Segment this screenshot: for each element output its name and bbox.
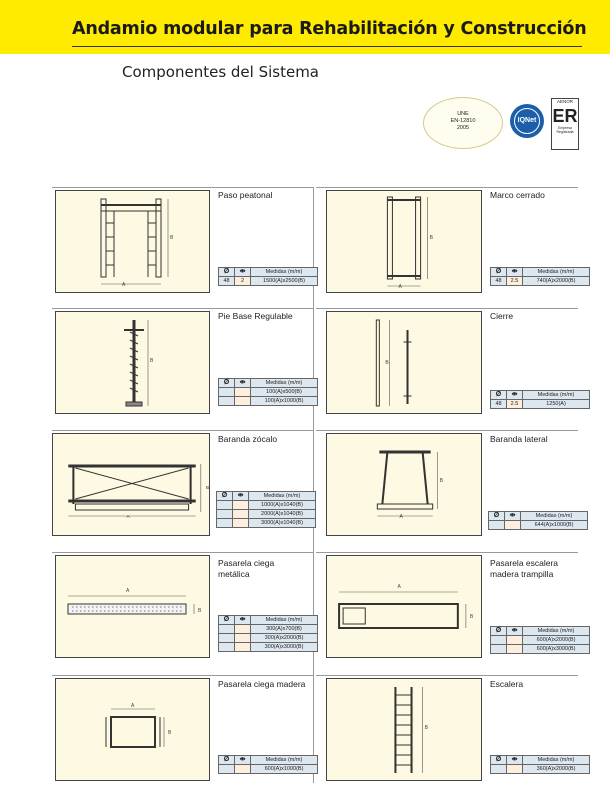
specification-table	[490, 267, 590, 286]
table-row	[489, 521, 588, 530]
medidas-cell: 1000(A)x1040(B)	[249, 501, 316, 510]
medidas-cell: 2000(A)x1040(B)	[249, 510, 316, 519]
thickness-cell	[235, 625, 251, 634]
diameter-cell: 48	[219, 277, 235, 286]
une-certification-seal	[423, 97, 503, 149]
diameter-cell: 48	[491, 277, 507, 286]
dimension-a-label: A	[126, 514, 130, 520]
component-drawing	[326, 190, 482, 293]
medidas-cell: 600(A)x3000(B)	[523, 645, 590, 654]
component-illustration	[56, 312, 211, 415]
medidas-cell: 1250(A)	[523, 400, 590, 409]
medidas-header: Medidas (m/m)	[523, 391, 590, 400]
dimension-b-label: B	[168, 730, 172, 736]
medidas-cell: 600(A)x2000(B)	[523, 636, 590, 645]
specification-table	[490, 390, 590, 409]
diameter-icon: Ø	[491, 627, 507, 636]
component-drawing	[326, 311, 482, 414]
component-drawing	[326, 433, 482, 536]
thickness-cell	[235, 634, 251, 643]
table-row	[491, 765, 590, 774]
medidas-header: Medidas (m/m)	[523, 268, 590, 277]
table-row	[219, 388, 318, 397]
thickness-cell	[507, 645, 523, 654]
diameter-icon: Ø	[219, 756, 235, 765]
dimension-b-label: B	[205, 485, 210, 491]
component-illustration	[56, 556, 211, 659]
thickness-cell	[235, 388, 251, 397]
thickness-cell	[505, 521, 521, 530]
diameter-cell	[219, 625, 235, 634]
thickness-icon: ⇹	[235, 379, 251, 388]
dimension-b-label: B	[439, 478, 444, 484]
medidas-cell: 600(A)x1000(B)	[251, 765, 318, 774]
table-row	[217, 501, 316, 510]
dimension-a-label: A	[398, 284, 402, 290]
thickness-icon: ⇹	[235, 756, 251, 765]
diameter-cell	[219, 388, 235, 397]
component-name: Pasarela ciega metálica	[218, 558, 275, 579]
dimension-b-label: B	[198, 608, 202, 614]
medidas-cell: 100(A)x1000(B)	[251, 397, 318, 406]
diameter-icon: Ø	[219, 268, 235, 277]
diameter-icon: Ø	[491, 268, 507, 277]
component-name: Paso peatonal	[218, 190, 273, 200]
medidas-header: Medidas (m/m)	[521, 512, 588, 521]
diameter-icon: Ø	[217, 492, 233, 501]
component-name: Pasarela escalera madera trampilla	[490, 558, 559, 579]
header-banner	[0, 0, 610, 54]
aenor-text: AENOR	[556, 99, 573, 104]
section-separator	[316, 552, 578, 553]
aenor-mark: ER	[552, 106, 578, 126]
thickness-cell	[235, 397, 251, 406]
dimension-a-label: A	[122, 282, 126, 288]
component-illustration	[327, 191, 483, 294]
section-separator	[316, 675, 578, 676]
thickness-icon: ⇹	[505, 512, 521, 521]
component-name: Escalera	[490, 679, 524, 689]
dimension-a-label: A	[131, 703, 135, 709]
medidas-header: Medidas (m/m)	[249, 492, 316, 501]
specification-table	[490, 755, 590, 774]
une-standard-text: EN-12810	[450, 118, 476, 124]
medidas-cell: 644(A)x1000(B)	[521, 521, 588, 530]
medidas-header: Medidas (m/m)	[251, 268, 318, 277]
diameter-icon: Ø	[219, 616, 235, 625]
specification-table	[488, 511, 588, 530]
component-drawing	[326, 678, 482, 781]
thickness-cell: 2	[235, 277, 251, 286]
dimension-b-label: B	[150, 358, 154, 364]
section-separator	[52, 187, 313, 188]
component-illustration	[327, 679, 483, 782]
medidas-header: Medidas (m/m)	[251, 756, 318, 765]
section-separator	[52, 308, 313, 309]
thickness-icon: ⇹	[507, 756, 523, 765]
page-subtitle: Componentes del Sistema	[122, 63, 319, 81]
diameter-cell	[491, 765, 507, 774]
diameter-cell	[219, 643, 235, 652]
section-separator	[316, 308, 578, 309]
medidas-cell: 3000(A)x1040(B)	[249, 519, 316, 528]
thickness-cell	[507, 636, 523, 645]
dimension-b-label: B	[469, 614, 474, 620]
component-name: Pasarela ciega madera	[218, 679, 306, 689]
table-row	[491, 636, 590, 645]
diameter-cell	[491, 645, 507, 654]
thickness-cell	[235, 765, 251, 774]
specification-table	[218, 267, 318, 286]
une-year-text: 2005	[456, 125, 470, 131]
diameter-cell	[217, 510, 233, 519]
medidas-cell: 300(A)x2000(B)	[251, 634, 318, 643]
dimension-b-label: B	[385, 360, 389, 366]
component-name: Baranda zócalo	[218, 434, 278, 444]
iqnet-logo	[510, 104, 544, 138]
page-title: Andamio modular para Rehabilitación y Construcción	[72, 19, 587, 39]
specification-table	[218, 615, 318, 652]
thickness-cell: 2.5	[507, 277, 523, 286]
table-row	[491, 645, 590, 654]
diameter-icon: Ø	[491, 756, 507, 765]
thickness-icon: ⇹	[233, 492, 249, 501]
component-drawing	[55, 678, 210, 781]
component-name: Cierre	[490, 311, 514, 321]
medidas-header: Medidas (m/m)	[523, 756, 590, 765]
diameter-cell: 48	[491, 400, 507, 409]
section-separator	[52, 430, 313, 431]
table-row	[491, 400, 590, 409]
thickness-cell	[233, 501, 249, 510]
table-row	[217, 510, 316, 519]
medidas-header: Medidas (m/m)	[251, 616, 318, 625]
medidas-header: Medidas (m/m)	[251, 379, 318, 388]
specification-table	[218, 755, 318, 774]
section-separator	[52, 552, 313, 553]
specification-table	[490, 626, 590, 654]
table-row	[219, 765, 318, 774]
component-illustration	[56, 191, 211, 294]
diameter-cell	[489, 521, 505, 530]
component-name: Marco cerrado	[490, 190, 545, 200]
component-illustration	[56, 679, 211, 782]
table-row	[219, 625, 318, 634]
medidas-cell: 100(A)x500(B)	[251, 388, 318, 397]
specification-table	[216, 491, 316, 528]
component-drawing	[55, 190, 210, 293]
table-row	[219, 634, 318, 643]
medidas-cell: 300(A)x700(B)	[251, 625, 318, 634]
header-rule	[72, 46, 582, 47]
thickness-icon: ⇹	[235, 616, 251, 625]
table-row	[219, 643, 318, 652]
thickness-cell	[235, 643, 251, 652]
thickness-icon: ⇹	[507, 627, 523, 636]
diameter-cell	[219, 397, 235, 406]
thickness-icon: ⇹	[507, 391, 523, 400]
thickness-cell	[507, 765, 523, 774]
medidas-cell: 1500(A)x2500(B)	[251, 277, 318, 286]
table-row	[219, 277, 318, 286]
aenor-small-1: Empresa	[557, 126, 572, 130]
table-row	[217, 519, 316, 528]
diameter-cell	[491, 636, 507, 645]
diameter-cell	[217, 519, 233, 528]
diameter-icon: Ø	[489, 512, 505, 521]
section-separator	[52, 675, 313, 676]
medidas-cell: 300(A)x3000(B)	[251, 643, 318, 652]
specification-table	[218, 378, 318, 406]
component-illustration	[327, 556, 483, 659]
component-name: Pie Base Regulable	[218, 311, 293, 321]
table-row	[219, 397, 318, 406]
iqnet-text: IQNet	[517, 117, 537, 124]
component-drawing	[55, 311, 210, 414]
component-drawing	[326, 555, 482, 658]
diameter-icon: Ø	[219, 379, 235, 388]
dimension-b-label: B	[424, 725, 428, 731]
aenor-small-2: Registrada	[556, 130, 574, 134]
component-drawing	[55, 555, 210, 658]
component-illustration	[327, 434, 483, 537]
diameter-icon: Ø	[491, 391, 507, 400]
thickness-cell	[233, 510, 249, 519]
medidas-header: Medidas (m/m)	[523, 627, 590, 636]
diameter-cell	[217, 501, 233, 510]
component-illustration	[327, 312, 483, 415]
thickness-icon: ⇹	[507, 268, 523, 277]
diameter-cell	[219, 765, 235, 774]
dimension-b-label: B	[429, 235, 434, 241]
component-illustration	[53, 434, 211, 537]
thickness-cell: 2.5	[507, 400, 523, 409]
dimension-a-label: A	[397, 584, 401, 590]
diameter-cell	[219, 634, 235, 643]
medidas-cell: 740(A)x2000(B)	[523, 277, 590, 286]
table-row	[491, 277, 590, 286]
thickness-icon: ⇹	[235, 268, 251, 277]
dimension-b-label: B	[170, 235, 174, 241]
component-drawing	[52, 433, 210, 536]
dimension-a-label: A	[126, 588, 130, 594]
component-name: Baranda lateral	[490, 434, 548, 444]
dimension-a-label: A	[399, 514, 403, 520]
section-separator	[316, 430, 578, 431]
une-text: UNE	[457, 111, 469, 117]
medidas-cell: 360(A)x2000(B)	[523, 765, 590, 774]
thickness-cell	[233, 519, 249, 528]
section-separator	[316, 187, 578, 188]
aenor-logo	[551, 98, 579, 150]
